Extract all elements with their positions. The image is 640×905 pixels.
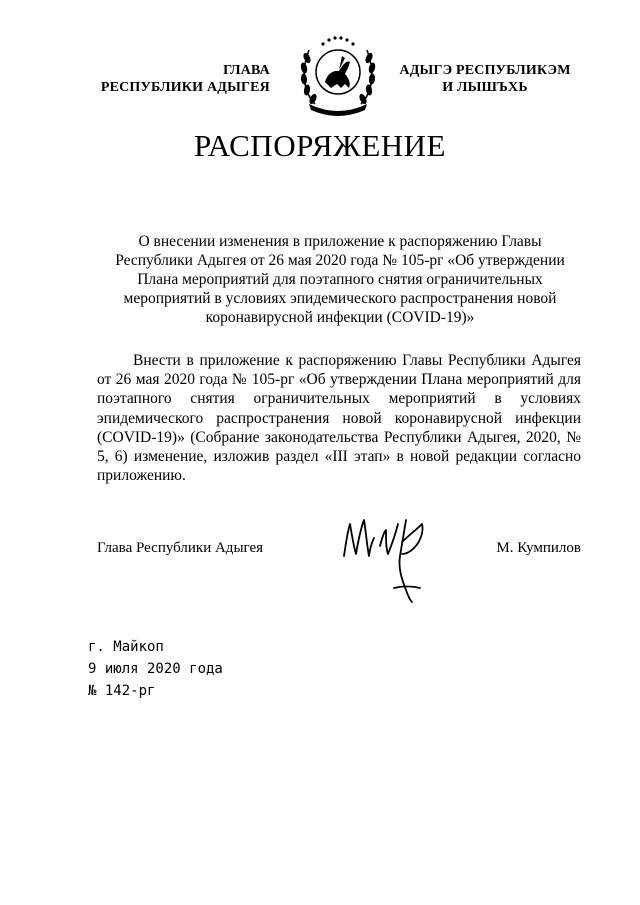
header-right-line2: И ЛЫШЪХЬ: [442, 80, 528, 95]
header-left-block: [70, 62, 270, 96]
header-right-line1: АДЫГЭ РЕСПУБЛИКЭМ: [399, 63, 571, 78]
footer-number: № 142-рг: [88, 683, 156, 699]
signatory-name: М. Кумпилов: [496, 540, 581, 556]
header-right-block: [395, 62, 575, 96]
document-body: Внести в приложение к распоряжению Главы Республики Адыгея от 26 мая 2020 года № 105-рг «Об утверждении Плана мероприятий для поэтапного снятия ограничительных мероприятий в условиях эпидемического распространения новой коронавирусной инфекции (COVID-19)» (Собрание законодательства Республики Адыгея, 2020, № 5, 6) изменение, изложив раздел «III этап» в новой редакции согласно приложению.: [97, 352, 581, 485]
signatory-position: Глава Республики Адыгея: [97, 540, 264, 556]
footer-date: 9 июля 2020 года: [88, 661, 223, 677]
document-title: РАСПОРЯЖЕНИЕ: [194, 128, 446, 163]
document-subject: О внесении изменения в приложение к распоряжению Главы Республики Адыгея от 26 мая 2020 года № 105-рг «Об утверждении Плана мероприятий для поэтапного снятия ограничительных мероприятий в условиях эпидемического распространения новой коронавирусной инфекции (COVID-19)»: [115, 233, 565, 326]
header-left-line1: ГЛАВА: [223, 63, 270, 78]
header-left-line2: РЕСПУБЛИКИ АДЫГЕЯ: [100, 80, 270, 95]
document-footer: [88, 636, 223, 702]
footer-city: г. Майкоп: [88, 639, 164, 655]
republic-coat-of-arms-icon: [295, 34, 381, 116]
